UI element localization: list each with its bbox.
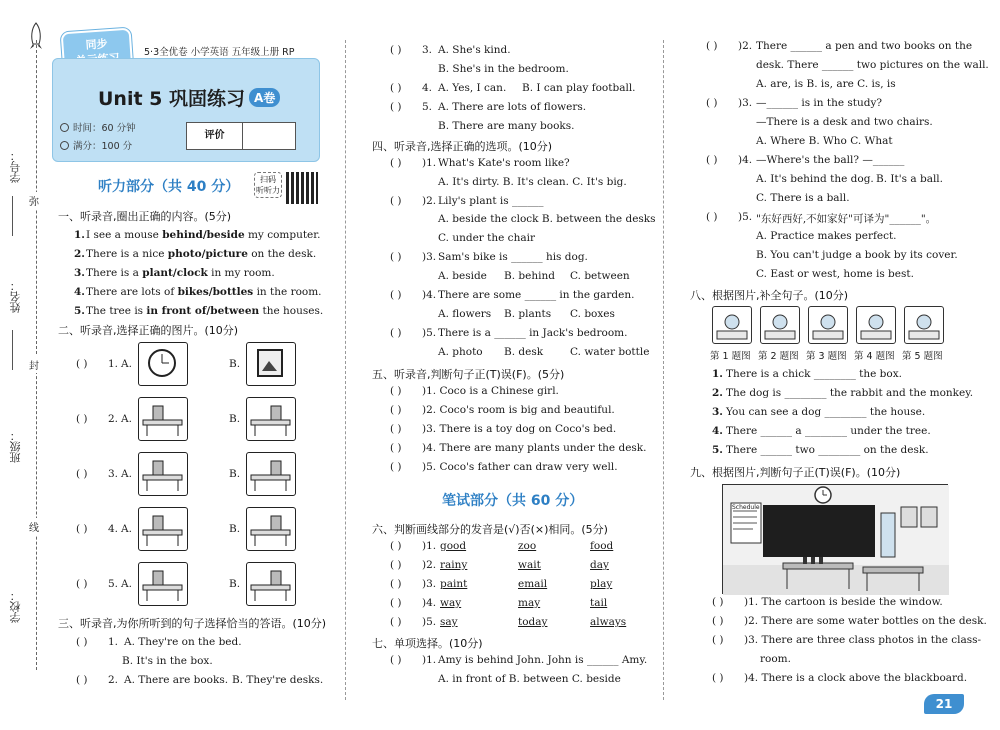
s4-q5-num: )5. [422, 327, 437, 339]
s3-q2-optB: B. They're desks. [232, 674, 324, 686]
section-1-heading: 一、听录音,圈出正确的内容。(5分) [58, 210, 232, 223]
s4-q2-stem: Lily's plant is ______ [438, 195, 544, 207]
s2-row-paren[interactable]: ( ) [76, 413, 88, 425]
photo-desk-picture-icon[interactable] [138, 562, 188, 606]
s4-q1-stem: What's Kate's room like? [438, 157, 570, 169]
photo-picture-icon[interactable] [246, 342, 296, 386]
s4-q5-optB: B. desk [504, 346, 544, 358]
s4-q3-optB: B. behind [504, 270, 555, 282]
series-label: 5·3全优卷 小学英语 五年级上册 RP [144, 47, 295, 58]
s8-caption: 第 3 题图 [806, 351, 847, 362]
plant-desk-icon [904, 306, 944, 344]
s8-item-number: 1. [712, 368, 723, 380]
s7-q5-num: )5. [738, 211, 753, 223]
s6-row-paren[interactable]: ( ) [390, 559, 402, 571]
s2-row-number: 2. [108, 413, 119, 425]
cat-box-picture-icon[interactable] [246, 507, 296, 551]
written-part-title: 笔试部分（共 60 分） [442, 493, 584, 509]
s4-q1-options: A. It's dirty. B. It's clean. C. It's big. [438, 176, 627, 188]
s2-option-a-label: A. [121, 358, 132, 370]
section-4-heading: 四、听录音,选择正确的选项。(10分) [372, 140, 553, 153]
s7-q4-optA: A. It's behind the dog. [756, 173, 874, 185]
s6-word-2: today [518, 616, 548, 628]
s3-q3-optB: B. She's in the bedroom. [438, 63, 569, 75]
s8-item-number: 4. [712, 425, 723, 437]
school-label: 学校： [9, 590, 22, 623]
s9-item-paren[interactable]: ( ) [712, 634, 724, 646]
s2-row-number: 1. [108, 358, 119, 370]
s6-word-2: zoo [518, 540, 537, 552]
s1-item-text-before: I see a mouse [86, 229, 163, 241]
s4-q4-stem: There are some ______ in the garden. [438, 289, 635, 301]
s7-q5-optA: A. Practice makes perfect. [756, 230, 897, 242]
column-divider-2 [663, 40, 664, 700]
s2-option-b-label: B. [229, 468, 241, 480]
s1-item-sentence [86, 267, 275, 279]
s7-q1-stem: Amy is behind John. John is ______ Amy. [438, 654, 648, 666]
s2-row-number: 3. [108, 468, 119, 480]
s2-option-a-label: A. [121, 578, 132, 590]
s2-row-number: 5. [108, 578, 119, 590]
s6-word-3: always [590, 616, 627, 628]
s4-q1-num: )1. [422, 157, 437, 169]
s4-q3-optC: C. between [570, 270, 630, 282]
s6-word-1: good [440, 540, 467, 552]
s4-q3-num: )3. [422, 251, 437, 263]
s2-option-b-label: B. [229, 413, 241, 425]
s2-option-a-label: A. [121, 413, 132, 425]
s7-q2-options: A. are, is B. is, are C. is, is [756, 78, 896, 90]
s1-item-text-after: in my room. [207, 267, 275, 279]
s6-word-1: way [440, 597, 462, 609]
s7-q3-paren[interactable]: ( ) [706, 97, 718, 109]
chair-desk-picture-icon[interactable] [246, 452, 296, 496]
s4-q2-num: )2. [422, 195, 437, 207]
cut-line [36, 40, 37, 670]
check-icon [60, 141, 69, 150]
s8-caption: 第 4 题图 [854, 351, 895, 362]
s4-q3-optA: A. beside [438, 270, 487, 282]
s6-row-paren[interactable]: ( ) [390, 540, 402, 552]
s3-q1-optB: B. It's in the box. [122, 655, 213, 667]
s4-q1-paren[interactable]: ( ) [390, 157, 402, 169]
s1-item-text-before: There are lots of [86, 286, 178, 298]
s2-option-b-label: B. [229, 523, 241, 535]
s3-q1-optA: A. They're on the bed. [124, 636, 242, 648]
name-label: 姓名： [9, 280, 22, 313]
s9-item-3-wrap: room. [760, 653, 791, 665]
s7-q1-num: )1. [422, 654, 437, 666]
s6-word-2: wait [518, 559, 541, 571]
s5-item-text: )5. Coco's father can draw very well. [422, 461, 618, 473]
s1-item-number: 1. [74, 229, 85, 241]
s1-item-text-after: my computer. [244, 229, 321, 241]
qr-code[interactable] [286, 172, 318, 204]
section-9-heading: 九、根据图片,判断句子正(T)误(F)。(10分) [690, 466, 901, 479]
s1-item-number: 3. [74, 267, 85, 279]
s7-q5-optC: C. East or west, home is best. [756, 268, 914, 280]
s4-q5-paren[interactable]: ( ) [390, 327, 402, 339]
section-5-heading: 五、听录音,判断句子正(T)误(F)。(5分) [372, 368, 565, 381]
s3-q3-optA: A. She's kind. [438, 44, 511, 56]
page-title: Unit 5 巩固练习 A卷 [98, 84, 280, 111]
dog-house-icon [808, 306, 848, 344]
picture-desk-picture-icon[interactable] [246, 562, 296, 606]
page-number: 21 [924, 694, 964, 714]
s2-row-paren[interactable]: ( ) [76, 578, 88, 590]
s9-item-text: )4. There is a clock above the blackboard. [744, 672, 968, 684]
s3-q5-optB: B. There are many books. [438, 120, 575, 132]
s3-q1-num: 1. [108, 636, 119, 648]
s8-item-text: You can see a dog ________ the house. [726, 406, 926, 418]
s5-item-text: )2. Coco's room is big and beautiful. [422, 404, 615, 416]
s3-q3-paren[interactable]: ( ) [390, 44, 402, 56]
section-3-heading: 三、听录音,为你所听到的句子选择恰当的答语。(10分) [58, 617, 327, 630]
s5-item-paren[interactable]: ( ) [390, 423, 402, 435]
s9-item-text: )2. There are some water bottles on the desk. [744, 615, 987, 627]
s7-q4-paren[interactable]: ( ) [706, 154, 718, 166]
s6-row-number: )5. [422, 616, 437, 628]
s3-q4-optB: B. I can play football. [522, 82, 636, 94]
s5-item-text: )4. There are many plants under the desk. [422, 442, 647, 454]
s5-item-text: )1. Coco is a Chinese girl. [422, 385, 559, 397]
bike-tree-icon [856, 306, 896, 344]
s3-q4-paren[interactable]: ( ) [390, 82, 402, 94]
binding-margin [0, 0, 50, 730]
s2-row-paren[interactable]: ( ) [76, 358, 88, 370]
s7-q5-optB: B. You can't judge a book by its cover. [756, 249, 958, 261]
s8-item-text: There is a chick ________ the box. [726, 368, 902, 380]
s4-q4-optA: A. flowers [438, 308, 492, 320]
s3-q5-num: 5. [422, 101, 433, 113]
volume-badge: A卷 [249, 88, 280, 107]
s6-row-paren[interactable]: ( ) [390, 616, 402, 628]
s7-q3-line1: —______ is in the study? [756, 97, 883, 109]
s7-q2-paren[interactable]: ( ) [706, 40, 718, 52]
s3-q2-optA: A. There are books. [124, 674, 229, 686]
classroom-picture [722, 484, 948, 594]
s7-q4-optB: B. It's a ball. [876, 173, 944, 185]
s1-item-text-after: in the room. [253, 286, 322, 298]
s6-word-1: paint [440, 578, 468, 590]
s3-q5-paren[interactable]: ( ) [390, 101, 402, 113]
s1-item-choice[interactable]: behind/beside [162, 229, 245, 241]
s6-row-number: )2. [422, 559, 437, 571]
s4-q5-optC: C. water bottle [570, 346, 650, 358]
s8-caption: 第 2 题图 [758, 351, 799, 362]
s7-q4-line1: —Where's the ball? —______ [756, 154, 905, 166]
s8-item-text: There ______ two ________ on the desk. [726, 444, 929, 456]
s7-q2-line1: There ______ a pen and two books on the [756, 40, 973, 52]
scan-hint: 扫码 听听力 [254, 172, 282, 198]
s1-item-choice[interactable]: plant/clock [142, 267, 208, 279]
class-label: 班级： [9, 430, 22, 463]
seal-mark-2: 封 [29, 356, 39, 373]
s4-q4-paren[interactable]: ( ) [390, 289, 402, 301]
s1-item-number: 5. [74, 305, 85, 317]
s6-word-2: email [518, 578, 548, 590]
s5-item-text: )3. There is a toy dog on Coco's bed. [422, 423, 617, 435]
s4-q4-num: )4. [422, 289, 437, 301]
s6-row-paren[interactable]: ( ) [390, 597, 402, 609]
s6-row-number: )4. [422, 597, 437, 609]
s9-item-paren[interactable]: ( ) [712, 615, 724, 627]
s4-q2-paren[interactable]: ( ) [390, 195, 402, 207]
s5-item-paren[interactable]: ( ) [390, 461, 402, 473]
chair-bed-picture-icon[interactable] [138, 452, 188, 496]
s1-item-sentence [86, 248, 316, 260]
s6-word-1: say [440, 616, 458, 628]
s9-item-text: )3. There are three class photos in the class- [744, 634, 982, 646]
s8-item-text: There ______ a ________ under the tree. [726, 425, 931, 437]
s4-q2-options-2: C. under the chair [438, 232, 535, 244]
s8-item-text: The dog is ________ the rabbit and the monkey. [726, 387, 974, 399]
s7-q4-optC: C. There is a ball. [756, 192, 850, 204]
bottle-desk-picture-icon[interactable] [138, 397, 188, 441]
s2-row-paren[interactable]: ( ) [76, 523, 88, 535]
schedule-label: Schedule [732, 504, 760, 511]
s4-q3-paren[interactable]: ( ) [390, 251, 402, 263]
s7-q3-line2: —There is a desk and two chairs. [756, 116, 933, 128]
s1-item-text-after: on the desk. [247, 248, 317, 260]
evaluation-box: 评价 [186, 122, 296, 150]
s6-word-2: may [518, 597, 541, 609]
s8-item-number: 3. [712, 406, 723, 418]
s3-q2-paren[interactable]: ( ) [76, 674, 88, 686]
s5-item-paren[interactable]: ( ) [390, 442, 402, 454]
s4-q4-optC: C. boxes [570, 308, 615, 320]
s1-item-choice[interactable]: bikes/bottles [177, 286, 254, 298]
s5-item-paren[interactable]: ( ) [390, 385, 402, 397]
s3-q5-optA: A. There are lots of flowers. [438, 101, 587, 113]
chick-box-icon [712, 306, 752, 344]
section-2-heading: 二、听录音,选择正确的图片。(10分) [58, 324, 239, 337]
s4-q5-stem: There is a ______ in Jack's bedroom. [438, 327, 628, 339]
s7-q5-line1: "东好西好,不如家好"可译为"______"。 [756, 213, 937, 225]
student-id-label: 学号： [9, 150, 22, 183]
clock-picture-icon[interactable] [138, 342, 188, 386]
s4-q3-stem: Sam's bike is ______ his dog. [438, 251, 588, 263]
seal-mark-3: 线 [29, 518, 39, 535]
section-8-heading: 八、根据图片,补全句子。(10分) [690, 289, 849, 302]
s1-item-number: 2. [74, 248, 85, 260]
s8-item-number: 5. [712, 444, 723, 456]
section-6-heading: 六、判断画线部分的发音是(√)否(×)相同。(5分) [372, 523, 608, 536]
s7-q1-paren[interactable]: ( ) [390, 654, 402, 666]
s2-row-number: 4. [108, 523, 119, 535]
s2-row-paren[interactable]: ( ) [76, 468, 88, 480]
column-divider [345, 40, 346, 700]
s2-option-a-label: A. [121, 468, 132, 480]
s8-item-number: 2. [712, 387, 723, 399]
s6-word-3: day [590, 559, 609, 571]
time-info: 时间：60 分钟 [60, 120, 136, 134]
s1-item-text-before: There is a [86, 267, 143, 279]
s3-q3-num: 3. [422, 44, 433, 56]
score-info: 满分：100 分 [60, 138, 132, 152]
cat-plate-picture-icon[interactable] [138, 507, 188, 551]
s9-item-paren[interactable]: ( ) [712, 672, 724, 684]
s3-q4-optA: A. Yes, I can. [438, 82, 507, 94]
s7-q4-num: )4. [738, 154, 753, 166]
s6-word-3: tail [590, 597, 608, 609]
section-7-heading: 七、单项选择。(10分) [372, 637, 483, 650]
s7-q5-paren[interactable]: ( ) [706, 211, 718, 223]
worksheet-header [52, 30, 320, 162]
clock-icon [60, 123, 69, 132]
sync-tag: 同步 [61, 28, 134, 75]
s4-q5-optA: A. photo [438, 346, 483, 358]
s5-item-paren[interactable]: ( ) [390, 404, 402, 416]
s6-row-number: )1. [422, 540, 437, 552]
s1-item-sentence [86, 229, 320, 241]
s1-item-sentence [86, 305, 323, 317]
listening-part-title: 听力部分（共 40 分） [98, 179, 240, 195]
s7-q3-num: )3. [738, 97, 753, 109]
s7-q2-line2: desk. There ______ two pictures on the wall. [756, 59, 989, 71]
s2-option-a-label: A. [121, 523, 132, 535]
s6-row-paren[interactable]: ( ) [390, 578, 402, 590]
s4-q2-options: A. beside the clock B. between the desks [438, 213, 656, 225]
s8-caption: 第 1 题图 [710, 351, 751, 362]
s7-q1-options: A. in front of B. between C. beside [438, 673, 621, 685]
s6-row-number: )3. [422, 578, 437, 590]
s6-word-3: play [590, 578, 613, 590]
s4-q4-optB: B. plants [504, 308, 552, 320]
dog-rabbit-monkey-icon [760, 306, 800, 344]
s7-q2-num: )2. [738, 40, 753, 52]
s1-item-choice[interactable]: in front of/between [146, 305, 260, 317]
seal-mark-1: 弥 [29, 192, 39, 209]
s1-item-sentence [86, 286, 322, 298]
s8-caption: 第 5 题图 [902, 351, 943, 362]
s1-item-text-before: The tree is [86, 305, 147, 317]
s6-word-3: food [590, 540, 614, 552]
s1-item-choice[interactable]: photo/picture [167, 248, 248, 260]
plant-desk-picture-icon[interactable] [246, 397, 296, 441]
s1-item-text-after: the houses. [259, 305, 324, 317]
s9-item-paren[interactable]: ( ) [712, 596, 724, 608]
s3-q2-num: 2. [108, 674, 119, 686]
s9-item-text: )1. The cartoon is beside the window. [744, 596, 943, 608]
s1-item-number: 4. [74, 286, 85, 298]
s2-option-b-label: B. [229, 578, 241, 590]
s3-q4-num: 4. [422, 82, 433, 94]
s3-q1-paren[interactable]: ( ) [76, 636, 88, 648]
s2-option-b-label: B. [229, 358, 241, 370]
s7-q3-options: A. Where B. Who C. What [756, 135, 893, 147]
s6-word-1: rainy [440, 559, 468, 571]
s1-item-text-before: There is a nice [86, 248, 168, 260]
